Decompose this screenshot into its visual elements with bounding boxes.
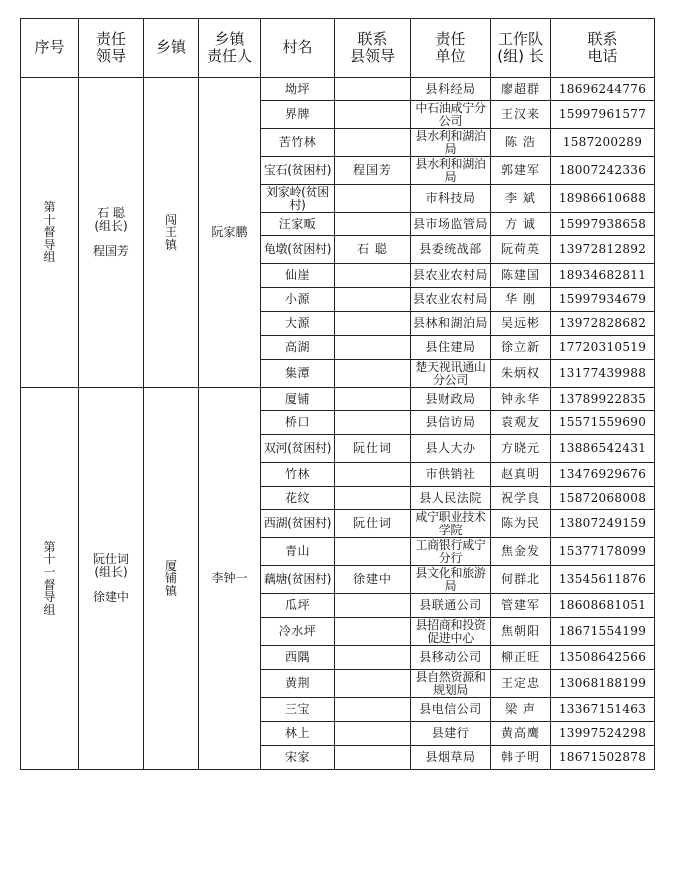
county-leader	[335, 360, 411, 388]
unit-name: 县联通公司	[411, 594, 491, 618]
team-leader: 徐立新	[491, 336, 551, 360]
phone-number: 15377178099	[551, 538, 655, 566]
phone-number: 18986610688	[551, 185, 655, 213]
village-name: 界牌	[261, 101, 335, 129]
county-leader	[335, 129, 411, 157]
phone-number: 13789922835	[551, 388, 655, 411]
header-county-leader: 联系 县领导	[335, 19, 411, 78]
team-leader: 朱炳权	[491, 360, 551, 388]
unit-name: 中石油咸宁分公司	[411, 101, 491, 129]
unit-name: 县农业农村局	[411, 288, 491, 312]
unit-name: 县科经局	[411, 78, 491, 101]
unit-name: 县人大办	[411, 435, 491, 463]
village-name: 小源	[261, 288, 335, 312]
team-leader: 吴远彬	[491, 312, 551, 336]
header-village: 村名	[261, 19, 335, 78]
unit-name: 市科技局	[411, 185, 491, 213]
phone-number: 18007242336	[551, 157, 655, 185]
header-town: 乡镇	[144, 19, 199, 78]
unit-name: 咸宁职业技术学院	[411, 510, 491, 538]
village-name: 青山	[261, 538, 335, 566]
unit-name: 工商银行咸宁分行	[411, 538, 491, 566]
group-town: 厦 铺 镇	[144, 388, 199, 770]
county-leader	[335, 646, 411, 670]
village-name: 林上	[261, 722, 335, 746]
header-town-resp: 乡镇 责任人	[199, 19, 261, 78]
village-name: 集潭	[261, 360, 335, 388]
team-leader: 韩子明	[491, 746, 551, 770]
county-leader: 阮仕词	[335, 510, 411, 538]
team-leader: 焦朝阳	[491, 618, 551, 646]
unit-name: 县文化和旅游局	[411, 566, 491, 594]
header-leader: 责任 领导	[79, 19, 144, 78]
phone-number: 18934682811	[551, 264, 655, 288]
team-leader: 黄高鹰	[491, 722, 551, 746]
village-name: 竹林	[261, 463, 335, 487]
village-name: 汪家畈	[261, 213, 335, 236]
unit-name: 市供销社	[411, 463, 491, 487]
village-name: 桥口	[261, 411, 335, 435]
team-leader: 陈 浩	[491, 129, 551, 157]
county-leader	[335, 670, 411, 698]
team-leader: 管建军	[491, 594, 551, 618]
unit-name: 县市场监管局	[411, 213, 491, 236]
phone-number: 15997934679	[551, 288, 655, 312]
phone-number: 13476929676	[551, 463, 655, 487]
phone-number: 15571559690	[551, 411, 655, 435]
header-seq: 序号	[21, 19, 79, 78]
unit-name: 县财政局	[411, 388, 491, 411]
county-leader: 阮仕词	[335, 435, 411, 463]
village-name: 刘家岭(贫困村)	[261, 185, 335, 213]
phone-number: 13972812892	[551, 236, 655, 264]
county-leader	[335, 185, 411, 213]
team-leader: 李 斌	[491, 185, 551, 213]
village-name: 瓜坪	[261, 594, 335, 618]
team-leader: 王定忠	[491, 670, 551, 698]
team-leader: 赵真明	[491, 463, 551, 487]
village-name: 苦竹林	[261, 129, 335, 157]
team-leader: 袁观友	[491, 411, 551, 435]
team-leader: 何群北	[491, 566, 551, 594]
group-town-resp: 李钟一	[199, 388, 261, 770]
village-name: 厦铺	[261, 388, 335, 411]
county-leader	[335, 312, 411, 336]
county-leader	[335, 101, 411, 129]
unit-name: 县电信公司	[411, 698, 491, 722]
phone-number: 18671554199	[551, 618, 655, 646]
village-name: 双河(贫困村)	[261, 435, 335, 463]
county-leader	[335, 463, 411, 487]
header-team-leader: 工作队 (组) 长	[491, 19, 551, 78]
county-leader	[335, 78, 411, 101]
group-leader: 石 聪 (组长) 程国芳	[79, 78, 144, 388]
group-leader: 阮仕词 (组长) 徐建中	[79, 388, 144, 770]
header-row	[21, 19, 655, 78]
table-row	[21, 78, 655, 101]
unit-name: 县招商和投资促进中心	[411, 618, 491, 646]
unit-name: 县水利和湖泊局	[411, 129, 491, 157]
header-unit: 责任 单位	[411, 19, 491, 78]
unit-name: 县水利和湖泊局	[411, 157, 491, 185]
unit-name: 县委统战部	[411, 236, 491, 264]
village-name: 龟墩(贫困村)	[261, 236, 335, 264]
county-leader	[335, 487, 411, 510]
county-leader	[335, 213, 411, 236]
county-leader	[335, 594, 411, 618]
phone-number: 13807249159	[551, 510, 655, 538]
team-leader: 王汉来	[491, 101, 551, 129]
unit-name: 县移动公司	[411, 646, 491, 670]
phone-number: 17720310519	[551, 336, 655, 360]
team-leader: 钟永华	[491, 388, 551, 411]
county-leader: 程国芳	[335, 157, 411, 185]
county-leader: 石 聪	[335, 236, 411, 264]
header-phone: 联系 电话	[551, 19, 655, 78]
team-leader: 祝学良	[491, 487, 551, 510]
supervision-table	[20, 18, 655, 770]
village-name: 西湖(贫困村)	[261, 510, 335, 538]
county-leader	[335, 538, 411, 566]
village-name: 西隅	[261, 646, 335, 670]
unit-name: 县信访局	[411, 411, 491, 435]
phone-number: 15997961577	[551, 101, 655, 129]
group-town-resp: 阮家鹏	[199, 78, 261, 388]
county-leader	[335, 722, 411, 746]
team-leader: 焦金发	[491, 538, 551, 566]
team-leader: 梁 声	[491, 698, 551, 722]
phone-number: 13068188199	[551, 670, 655, 698]
unit-name: 县人民法院	[411, 487, 491, 510]
unit-name: 县建行	[411, 722, 491, 746]
group-seq: 第 十 一 督 导 组	[21, 388, 79, 770]
village-name: 仙崖	[261, 264, 335, 288]
phone-number: 13972828682	[551, 312, 655, 336]
county-leader	[335, 336, 411, 360]
unit-name: 县烟草局	[411, 746, 491, 770]
village-name: 黄荆	[261, 670, 335, 698]
team-leader: 陈为民	[491, 510, 551, 538]
phone-number: 15997938658	[551, 213, 655, 236]
phone-number: 13508642566	[551, 646, 655, 670]
group-town: 闯 王 镇	[144, 78, 199, 388]
team-leader: 方 诚	[491, 213, 551, 236]
village-name: 宋家	[261, 746, 335, 770]
village-name: 坳坪	[261, 78, 335, 101]
unit-name: 县林和湖泊局	[411, 312, 491, 336]
unit-name: 县农业农村局	[411, 264, 491, 288]
phone-number: 13367151463	[551, 698, 655, 722]
county-leader	[335, 388, 411, 411]
team-leader: 陈建国	[491, 264, 551, 288]
phone-number: 18696244776	[551, 78, 655, 101]
unit-name: 楚天视讯通山分公司	[411, 360, 491, 388]
village-name: 花纹	[261, 487, 335, 510]
table-row	[21, 388, 655, 411]
team-leader: 廖超群	[491, 78, 551, 101]
phone-number: 13997524298	[551, 722, 655, 746]
team-leader: 华 刚	[491, 288, 551, 312]
team-leader: 方晓元	[491, 435, 551, 463]
village-name: 高湖	[261, 336, 335, 360]
phone-number: 13545611876	[551, 566, 655, 594]
unit-name: 县住建局	[411, 336, 491, 360]
team-leader: 郭建军	[491, 157, 551, 185]
group-seq: 第 十 督 导 组	[21, 78, 79, 388]
village-name: 宝石(贫困村)	[261, 157, 335, 185]
village-name: 大源	[261, 312, 335, 336]
county-leader	[335, 618, 411, 646]
county-leader	[335, 264, 411, 288]
county-leader	[335, 746, 411, 770]
phone-number: 13177439988	[551, 360, 655, 388]
phone-number: 15872068008	[551, 487, 655, 510]
phone-number: 1587200289	[551, 129, 655, 157]
team-leader: 柳正旺	[491, 646, 551, 670]
phone-number: 13886542431	[551, 435, 655, 463]
county-leader: 徐建中	[335, 566, 411, 594]
phone-number: 18671502878	[551, 746, 655, 770]
village-name: 三宝	[261, 698, 335, 722]
team-leader: 阮荷英	[491, 236, 551, 264]
village-name: 冷水坪	[261, 618, 335, 646]
county-leader	[335, 288, 411, 312]
county-leader	[335, 411, 411, 435]
unit-name: 县自然资源和规划局	[411, 670, 491, 698]
county-leader	[335, 698, 411, 722]
village-name: 藕塘(贫困村)	[261, 566, 335, 594]
phone-number: 18608681051	[551, 594, 655, 618]
